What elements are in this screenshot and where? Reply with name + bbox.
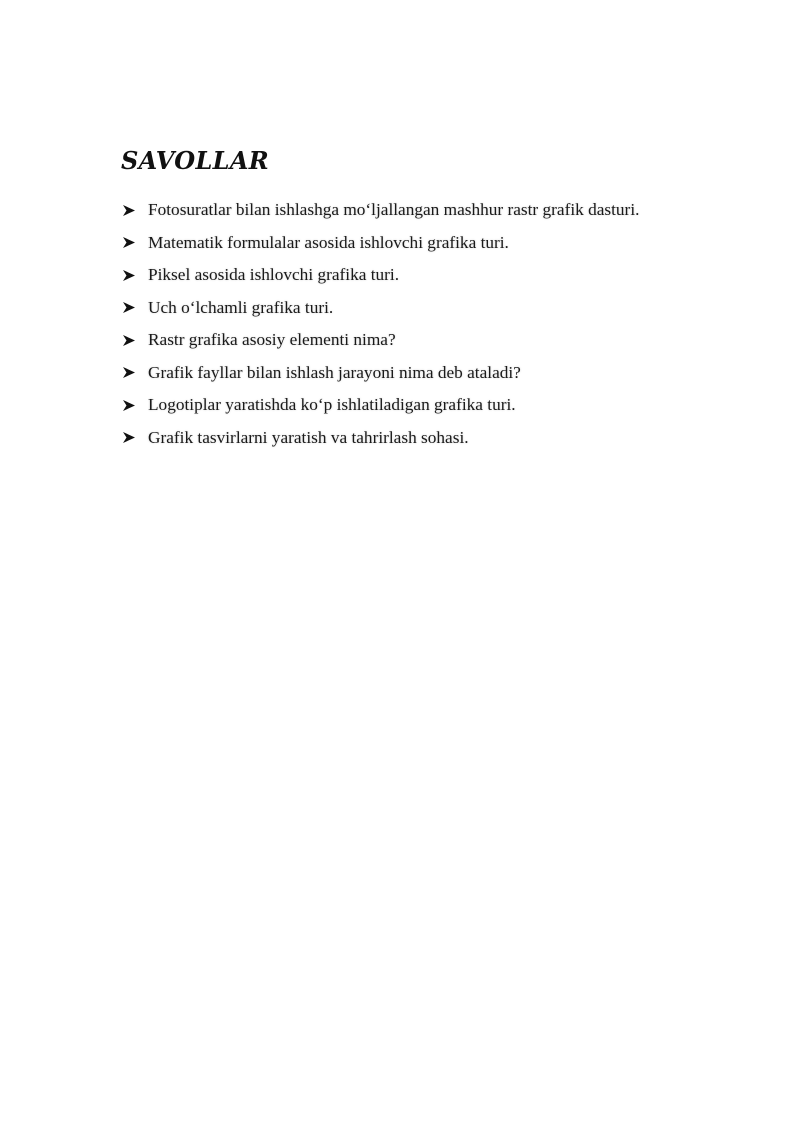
page-title: SAVOLLAR <box>121 146 270 175</box>
question-text: Piksel asosida ishlovchi grafika turi. <box>148 265 400 284</box>
arrowhead-bullet-icon <box>122 227 140 260</box>
question-item <box>121 324 681 357</box>
question-text: Uch o‘lchamli grafika turi. <box>148 297 334 317</box>
arrowhead-bullet-icon <box>122 422 140 455</box>
arrowhead-bullet-icon <box>122 324 140 357</box>
question-item <box>121 389 681 422</box>
arrowhead-bullet-icon <box>122 357 140 390</box>
question-text: Logotiplar yaratishda ko‘p ishlatiladigan grafika turi. <box>148 395 516 414</box>
question-text: Grafik fayllar bilan ishlash jarayoni nima deb ataladi? <box>148 362 521 382</box>
questions-list <box>121 194 681 454</box>
arrowhead-bullet-icon <box>122 259 140 292</box>
arrowhead-bullet-icon <box>122 389 140 422</box>
question-text: Rastr grafika asosiy elementi nima? <box>148 330 396 349</box>
arrowhead-bullet-icon <box>122 292 140 325</box>
question-text: Grafik tasvirlarni yaratish va tahrirlash sohasi. <box>148 427 469 447</box>
question-text: Matematik formulalar asosida ishlovchi grafika turi. <box>148 232 509 252</box>
question-item <box>121 422 681 455</box>
question-item <box>121 227 681 260</box>
question-item <box>121 292 681 325</box>
question-item <box>121 259 681 292</box>
arrowhead-bullet-icon <box>122 194 140 227</box>
question-item <box>121 357 681 390</box>
question-item <box>121 194 681 227</box>
question-text: Fotosuratlar bilan ishlashga mo‘ljallangan mashhur rastr grafik dasturi. <box>148 200 640 219</box>
